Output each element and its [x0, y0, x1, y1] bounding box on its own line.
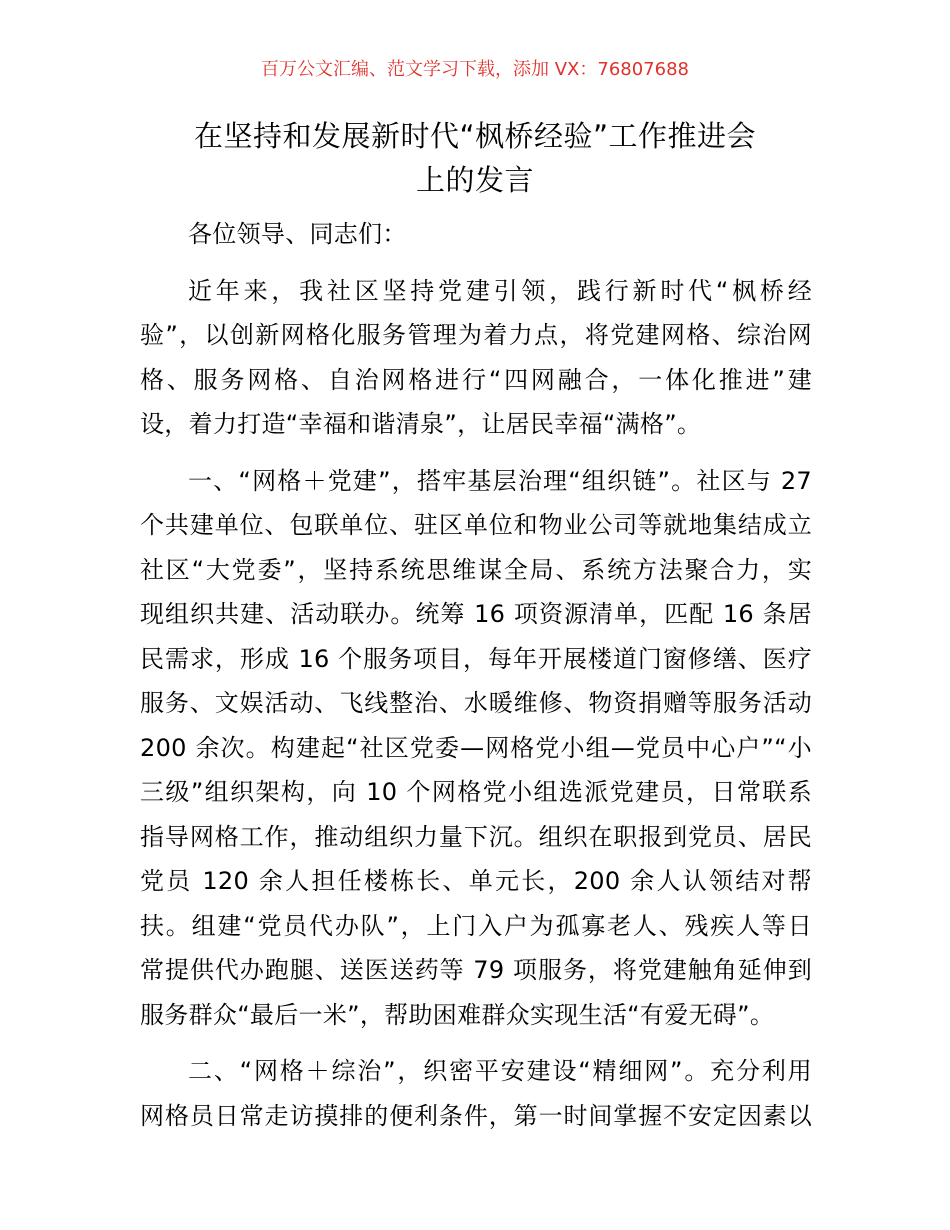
title-line-2: 上的发言 — [415, 163, 534, 197]
paragraph-line: 个共建单位、包联单位、驻区单位和物业公司等就地集结成立 — [140, 511, 812, 539]
paragraph-2 — [140, 459, 812, 1038]
paragraph-3 — [140, 1049, 812, 1138]
paragraph-line: 网格员日常走访摸排的便利条件，第一时间掌握不安定因素以 — [140, 1101, 812, 1130]
paragraph-line: 现组织共建、活动联办。统筹 16 项资源清单，匹配 16 条居 — [140, 600, 812, 628]
title-line-1: 在坚持和发展新时代“枫桥经验”工作推进会 — [193, 119, 757, 153]
paragraph-line: 民需求，形成 16 个服务项目，每年开展楼道门窗修缮、医疗 — [140, 644, 812, 673]
paragraph-line: 社区“大党委”，坚持系统思维谋全局、系统方法聚合力，实 — [140, 555, 812, 584]
document-body — [140, 212, 812, 1138]
paragraph-1 — [140, 269, 812, 447]
paragraph-line: 扶。组建“党员代办队”，上门入户为孤寡老人、残疾人等日 — [140, 911, 812, 940]
paragraph-line: 验”，以创新网格化服务管理为着力点，将党建网格、综治网 — [140, 321, 812, 349]
paragraph-line: 党员 120 余人担任楼栋长、单元长，200 余人认领结对帮 — [140, 867, 812, 895]
paragraph-line: 三级”组织架构，向 10 个网格党小组选派党建员，日常联系 — [140, 778, 812, 806]
document-title — [140, 114, 810, 202]
paragraph-line: 近年来，我社区坚持党建引领，践行新时代“枫桥经 — [188, 276, 812, 305]
paragraph-line: 服务群众“最后一米”，帮助困难群众实现生活“有爱无碍”。 — [140, 1000, 775, 1029]
paragraph-line: 200 余次。构建起“社区党委—网格党小组—党员中心户”“小 — [140, 733, 812, 762]
paragraph-line: 设，着力打造“幸福和谐清泉”，让居民幸福“满格”。 — [140, 410, 702, 438]
paragraph-line: 常提供代办跑腿、送医送药等 79 项服务，将党建触角延伸到 — [140, 956, 812, 984]
paragraph-line: 格、服务网格、自治网格进行“四网融合，一体化推进”建 — [140, 365, 812, 394]
paragraph-line: 二、“网格＋综治”，织密平安建设“精细网”。充分利用 — [188, 1057, 812, 1085]
watermark-header: 百万公文汇编、范文学习下载，添加 VX：76807688 — [261, 59, 689, 80]
paragraph-line: 一、“网格＋党建”，搭牢基层治理“组织链”。社区与 27 — [188, 466, 812, 495]
paragraph-line: 服务、文娱活动、飞线整治、水暖维修、物资捐赠等服务活动 — [140, 689, 812, 717]
paragraph-line: 指导网格工作，推动组织力量下沉。组织在职报到党员、居民 — [140, 822, 812, 851]
greeting: 各位领导、同志们： — [188, 220, 407, 248]
